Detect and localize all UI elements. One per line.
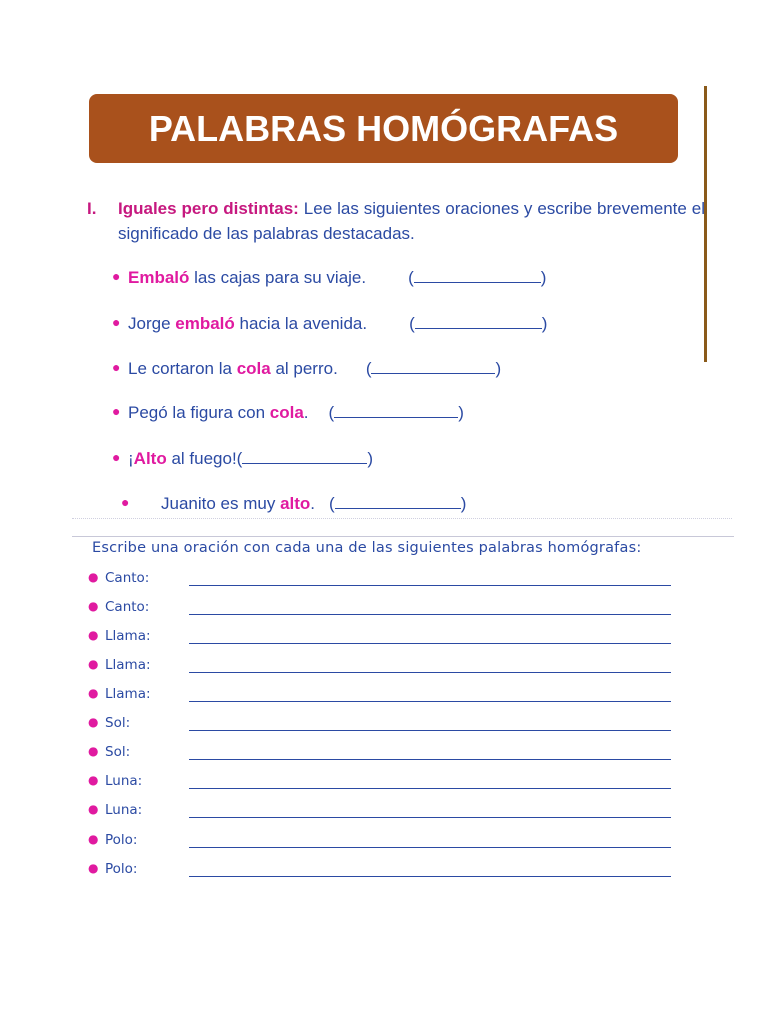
bullet-icon: ● [112, 359, 121, 375]
bullet-icon: ● [88, 657, 99, 671]
sentence-item: ● Le cortaron la cola al perro. ( ) [112, 359, 502, 378]
word-line: ● Polo: [105, 832, 671, 854]
answer-blank[interactable] [334, 401, 458, 418]
answer-line[interactable] [189, 585, 671, 586]
sentence-item: ● Pegó la figura con cola. ( ) [112, 403, 464, 422]
keyword: alto [280, 494, 311, 513]
bullet-icon: ● [112, 314, 121, 330]
bullet-icon: ● [88, 802, 99, 816]
bullet-icon: ● [88, 570, 99, 584]
answer-line[interactable] [189, 672, 671, 673]
answer-line[interactable] [189, 817, 671, 818]
answer-line[interactable] [189, 876, 671, 877]
page-title: PALABRAS HOMÓGRAFAS [148, 107, 619, 149]
section2-instruction: Escribe una oración con cada una de las siguientes palabras homógrafas: [92, 540, 642, 556]
section-number: I. [87, 199, 97, 218]
divider [72, 536, 734, 537]
sentence-item: ● Jorge embaló hacia la avenida. ( ) [112, 314, 548, 333]
section1-instruction [87, 196, 705, 246]
word-line: ● Sol: [105, 715, 671, 737]
bullet-icon: ● [88, 861, 99, 875]
bullet-icon: ● [88, 832, 99, 846]
word-line: ● Llama: [105, 686, 671, 708]
bullet-icon: ● [121, 494, 130, 510]
title-banner [89, 94, 678, 163]
answer-blank[interactable] [242, 447, 367, 464]
word-line: ● Canto: [105, 599, 671, 621]
sentence-item: ● Juanito es muy alto. ( ) [121, 494, 467, 513]
answer-blank[interactable] [414, 266, 541, 283]
word-line: ● Canto: [105, 570, 671, 592]
sentence-item: ● ¡Alto al fuego!( ) [112, 449, 374, 468]
bullet-icon: ● [88, 744, 99, 758]
answer-blank[interactable] [371, 357, 495, 374]
answer-line[interactable] [189, 759, 671, 760]
answer-blank[interactable] [335, 492, 461, 509]
keyword: Alto [133, 449, 167, 468]
answer-line[interactable] [189, 701, 671, 702]
bullet-icon: ● [88, 686, 99, 700]
keyword: Embaló [128, 268, 190, 287]
word-line: ● Llama: [105, 657, 671, 679]
keyword: cola [269, 403, 304, 422]
answer-line[interactable] [189, 847, 671, 848]
sentence-item: ● Embaló las cajas para su viaje. ( ) [112, 268, 547, 287]
bullet-icon: ● [112, 449, 121, 465]
word-line: ● Luna: [105, 802, 671, 824]
bullet-icon: ● [88, 628, 99, 642]
word-line: ● Llama: [105, 628, 671, 650]
answer-blank[interactable] [415, 312, 542, 329]
instruction-text [118, 196, 705, 246]
bullet-icon: ● [88, 599, 99, 613]
answer-line[interactable] [189, 788, 671, 789]
bullet-icon: ● [88, 773, 99, 787]
keyword: cola [236, 359, 271, 378]
instruction-body: Lee las siguientes oraciones y escribe brevemente el significado de las palabras destacadas. [118, 199, 705, 243]
bullet-icon: ● [112, 268, 121, 284]
bullet-icon: ● [112, 403, 121, 419]
word-line: ● Sol: [105, 744, 671, 766]
word-line: ● Polo: [105, 861, 671, 883]
word-line: ● Luna: [105, 773, 671, 795]
section-heading: Iguales pero distintas: [118, 199, 299, 218]
answer-line[interactable] [189, 643, 671, 644]
answer-line[interactable] [189, 730, 671, 731]
bullet-icon: ● [88, 715, 99, 729]
keyword: embaló [175, 314, 235, 333]
answer-line[interactable] [189, 614, 671, 615]
divider-dotted [72, 518, 732, 519]
